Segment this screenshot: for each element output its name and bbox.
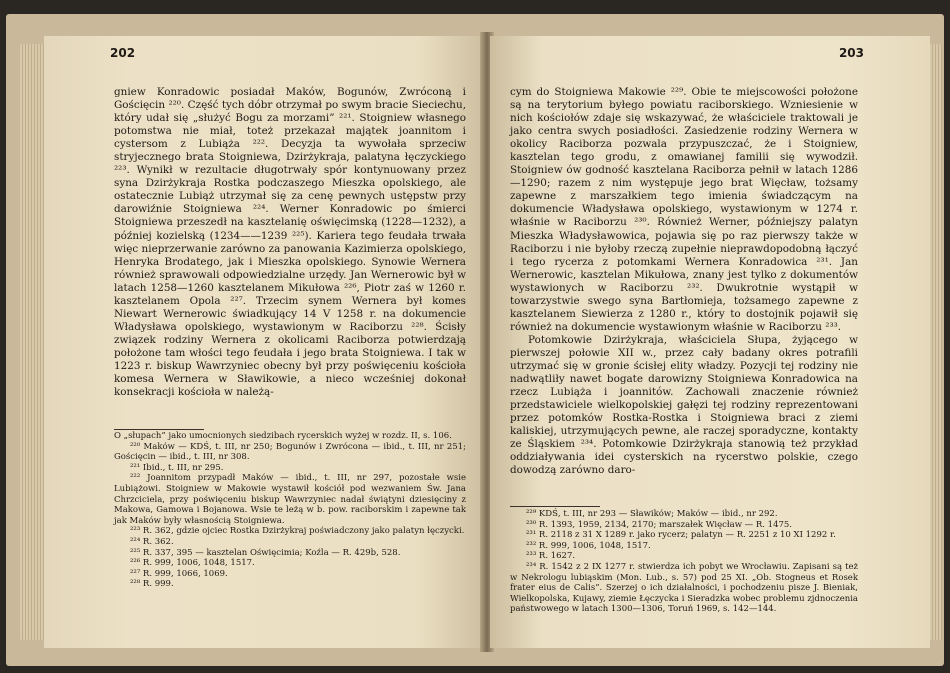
footnote: ²³³ R. 1627. (526, 551, 576, 562)
left-page-footnotes (114, 431, 466, 590)
page-edges-right (930, 44, 942, 640)
footnote: ²²³ R. 362, gdzie ojciec Rostka Dzirżykraj poświadczony jako palatyn łęczycki. (130, 526, 465, 537)
left-page-body (114, 86, 466, 399)
page-edges-left (20, 44, 44, 640)
footnote: ²²⁴ R. 362. (130, 536, 174, 547)
footnote: ²³⁰ R. 1393, 1959, 2134, 2170; marszałek Więcław — R. 1475. (526, 519, 793, 530)
footnote: ²²⁰ Maków — KDŚ, t. III, nr 250; Bogunów i Zwrócona — ibid., t. III, nr 251; Gościęcin — ibid., t. III, nr 308. (114, 441, 466, 463)
body-paragraph: cym do Stoigniewa Makowie ²²⁹. Obie te miejscowości położone są na terytorium byłego powiatu raciborskiego. Wzniesienie w nich kościołów zdaje się wskazywać, że właściciele traktowali je jako centra swych posiadłości. Zasiedzenie rodziny Wernera w okolicy Raciborza pozwala przypuszczać, że i Stoigniew, kasztelan tego grodu, z omawianej familii się wywodził. Stoigniew ów godność kasztelana Raciborza pełnił w latach 1286—1290; razem z nim występuje jego brat Więcław, tożsamy zapewne z marszałkiem tego imienia świadczącym na dokumencie Władysława opolskiego, wystawionym w 1274 r. właśnie w Raciborzu ²³⁰. Również Werner, późniejszy palatyn Mieszka Władysławowica, pojawia się po raz pierwszy także w Raciborzu i nie byłoby rzeczą zupełnie nieprawdopodobną łączyć i tego rycerza z potomkami Wernera Konradowica ²³¹. Jan Wernerowic, kasztelan Mikułowa, znany jest tylko z dokumentów wystawionych w Raciborzu ²³². Dwukrotnie wystąpił w towarzystwie swego syna Bartłomieja, tożsamego zapewne z kasztelanem Siewierza z 1280 r., który to dostojnik pojawił się również na dokumencie wystawionym właśnie w Raciborzu ²³³. (510, 86, 858, 333)
footnote: ²²⁶ R. 999, 1006, 1048, 1517. (130, 558, 255, 569)
right-page-body (510, 86, 858, 477)
footnote: ²³⁴ R. 1542 z 2 IX 1277 r. stwierdza ich pobyt we Wrocławiu. Zapisani są też w Nekrologu lubiąskim (Mon. Lub., s. 57) pod 25 XI. „Ob. Stogneus et Rosek frater eius de Calis”. Szerzej o ich działalności, i pochodzeniu pisze J. Bieniak, Wielkopolska, Kujawy, ziemie Łęczycka i Sieradzka wobec problemu zjdnoczenia państwowego w latach 1300—1306, Toruń 1969, s. 142—144. (510, 561, 858, 615)
footnote: ²²⁹ KDŚ, t. III, nr 293 — Sławików; Maków — ibid., nr 292. (526, 509, 778, 519)
footnote: O „słupach” jako umocnionych siedzibach rycerskich wyżej w rozdz. II, s. 106. (114, 431, 452, 441)
open-book (6, 14, 944, 666)
left-page (44, 36, 484, 648)
body-paragraph: Potomkowie Dzirżykraja, właściciela Słupa, żyjącego w pierwszej połowie XII w., przez cały badany okres potrafili utrzymać się w gronie ścisłej elity władzy. Pozycji tej rodziny nie nadwątliły nawet bogate darowizny Stoigniewa Konradowica na rzecz Lubiąża i joannitów. Zachowali znaczenie również przedstawiciele wielkopolskiej gałęzi tej rodziny reprezentowani przez potomków Rostka-Rostka i Stoigniewa braci z ziemi kaliskiej, utrzymujących pewne, ale raczej sporadyczne, kontakty ze Śląskiem ²³⁴. Potomkowie Dzirżykraja stanowią też przykład oddziaływania idei cysterskich na rycerstwo polskie, czego dowodzą zarówno daro- (510, 333, 858, 477)
footnote-rule (510, 506, 600, 507)
right-page-footnotes (510, 509, 858, 615)
footnote-rule (114, 429, 204, 430)
footnote: ²²⁸ R. 999. (130, 579, 174, 590)
footnote: ²³² R. 999, 1006, 1048, 1517. (526, 540, 651, 551)
footnote: ²³¹ R. 2118 z 31 X 1289 r. jako rycerz; palatyn — R. 2251 z 10 XI 1292 r. (526, 530, 836, 541)
footnote: ²²¹ Ibid., t. III, nr 295. (130, 462, 224, 473)
footnote: ²²⁷ R. 999, 1066, 1069. (130, 568, 228, 579)
right-page (490, 36, 930, 648)
footnote: ²²² Joannitom przypadł Maków — ibid., t. III, nr 297, pozostałe wsie Lubiążowi. Stoigniew w Makowie wystawił kościół pod wezwaniem Św. Jana Chrzciciela, przy poświęceniu biskup Wawrzyniec nadał świątyni dziesięciny z Makowa, Gamowa i Bojanowa. Wsie te leżą w b. pow. raciborskim i zapewne tak jak Maków były własnością Stoigniewa. (114, 473, 466, 526)
page-number-right: 203 (838, 46, 864, 60)
body-paragraph: gniew Konradowic posiadał Maków, Bogunów, Zwróconą i Gościęcin ²²⁰. Część tych dóbr otrzymał po swym bracie Sieciechu, który udał się „służyć Bogu za morzami” ²²¹. Stoigniew własnego potomstwa nie miał, toteż przekazał majątek joannitom i cystersom z Lubiąża ²²². Decyzja ta wywołała sprzeciw stryjecznego brata Stoigniewa, Dzirżykraja, palatyna łęczyckiego ²²³. Wynikł w rezultacie długotrwały spór kontynuowany przez syna Dzirżykraja Rostka podczaszego Mieszka opolskiego, ale ostatecznie Lubiąż utrzymał się za cenę pewnych ustępstw przy darowiźnie Stoigniewa ²²⁴. Werner Konradowic po śmierci Stoigniewa przeszedł na kasztelanię oświęcimską (1228—1232), a później kozielską (1234——1239 ²²⁵). Kariera tego feudała trwała więc nieprzerwanie zarówno za panowania Kazimierza opolskiego, Henryka Brodatego, jak i Mieszka opolskiego. Synowie Wernera również sprawowali odpowiedzialne urzędy. Jan Wernerowic był w latach 1258—1260 kasztelanem Mikułowa ²²⁶, Piotr zaś w 1260 r. kasztelanem Opola ²²⁷. Trzecim synem Wernera był komes Niewart Wernerowic świadkujący 14 V 1258 r. na dokumencie Władysława opolskiego, wystawionym w Raciborzu ²²⁸. Ścisły związek rodziny Wernera z okolicami Raciborza potwierdzają położone tam włości tego feudała i jego brata Stoigniewa. I tak w 1223 r. biskup Wawrzyniec obecny był przy poświęceniu kościoła komesa Wernera w Sławikowie, a nieco wcześniej dokonał konsekracji kościoła w należą- (114, 86, 466, 399)
page-number-left: 202 (110, 46, 136, 60)
footnote: ²²⁵ R. 337, 395 — kasztelan Oświęcimia; Koźla — R. 429b, 528. (130, 547, 401, 558)
